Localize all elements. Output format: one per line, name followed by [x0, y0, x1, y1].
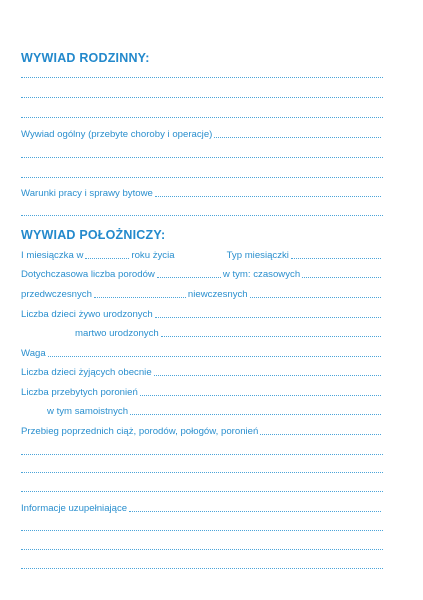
general-history-label: Wywiad ogólny (przebyte choroby i operacje)	[21, 129, 213, 140]
work-conditions-field[interactable]	[155, 196, 381, 197]
births-count-field[interactable]	[157, 277, 221, 278]
births-count-label: Dotychczasowa liczba porodów	[21, 269, 155, 280]
general-history-row	[21, 128, 383, 140]
preterm-births-label: przedwczesnych	[21, 289, 92, 300]
menses-row	[21, 249, 383, 261]
family-history-line-1[interactable]	[21, 77, 383, 78]
miscarriages-row	[21, 386, 383, 398]
work-conditions-row	[21, 187, 383, 199]
pregnancy-history-label: Przebieg poprzednich ciąż, porodów, połogów, poronień	[21, 426, 259, 437]
alive-children-field[interactable]	[155, 317, 381, 318]
term-births-label: w tym: czasowych	[222, 269, 301, 280]
additional-info-line-1[interactable]	[21, 530, 383, 531]
pregnancy-history-line-2[interactable]	[21, 472, 383, 473]
family-history-title: WYWIAD RODZINNY:	[21, 51, 150, 65]
work-conditions-line-1[interactable]	[21, 215, 383, 216]
births-row	[21, 268, 383, 280]
weight-field[interactable]	[48, 356, 381, 357]
general-history-line-2[interactable]	[21, 177, 383, 178]
miscarriages-field[interactable]	[140, 395, 381, 396]
living-children-field[interactable]	[154, 375, 381, 376]
additional-info-line-2[interactable]	[21, 549, 383, 550]
postterm-births-label: niewczesnych	[187, 289, 248, 300]
menses-label: I miesiączka w	[21, 250, 84, 261]
spontaneous-row	[47, 405, 383, 417]
general-history-field[interactable]	[214, 137, 381, 138]
work-conditions-label: Warunki pracy i sprawy bytowe	[21, 188, 153, 199]
pregnancy-history-row	[21, 425, 383, 437]
additional-info-label: Informacje uzupełniające	[21, 503, 128, 514]
alive-children-row	[21, 308, 383, 320]
miscarriages-label: Liczba przebytych poronień	[21, 387, 138, 398]
additional-info-row	[21, 502, 383, 514]
additional-info-field[interactable]	[129, 511, 381, 512]
age-label: roku życia	[131, 250, 175, 261]
weight-row	[21, 347, 383, 359]
menses-type-field[interactable]	[291, 258, 381, 259]
living-children-row	[21, 366, 383, 378]
menses-age-field[interactable]	[85, 258, 129, 259]
pregnancy-history-field[interactable]	[260, 434, 381, 435]
preterm-births-field[interactable]	[94, 297, 186, 298]
pregnancy-history-line-3[interactable]	[21, 491, 383, 492]
stillborn-row	[75, 327, 383, 339]
obstetric-history-title: WYWIAD POŁOŻNICZY:	[21, 228, 166, 242]
spontaneous-miscarriages-label: w tym samoistnych	[47, 406, 129, 417]
menses-type-label: Typ miesiączki	[226, 250, 289, 261]
stillborn-field[interactable]	[161, 336, 381, 337]
living-children-label: Liczba dzieci żyjących obecnie	[21, 367, 152, 378]
general-history-line-1[interactable]	[21, 157, 383, 158]
alive-children-label: Liczba dzieci żywo urodzonych	[21, 309, 153, 320]
family-history-line-3[interactable]	[21, 117, 383, 118]
pregnancy-history-line-1[interactable]	[21, 454, 383, 455]
postterm-births-field[interactable]	[250, 297, 381, 298]
additional-info-line-3[interactable]	[21, 568, 383, 569]
spontaneous-miscarriages-field[interactable]	[130, 414, 381, 415]
weight-label: Waga	[21, 348, 46, 359]
preterm-row	[21, 288, 383, 300]
term-births-field[interactable]	[302, 277, 381, 278]
stillborn-label: martwo urodzonych	[75, 328, 159, 339]
family-history-line-2[interactable]	[21, 97, 383, 98]
